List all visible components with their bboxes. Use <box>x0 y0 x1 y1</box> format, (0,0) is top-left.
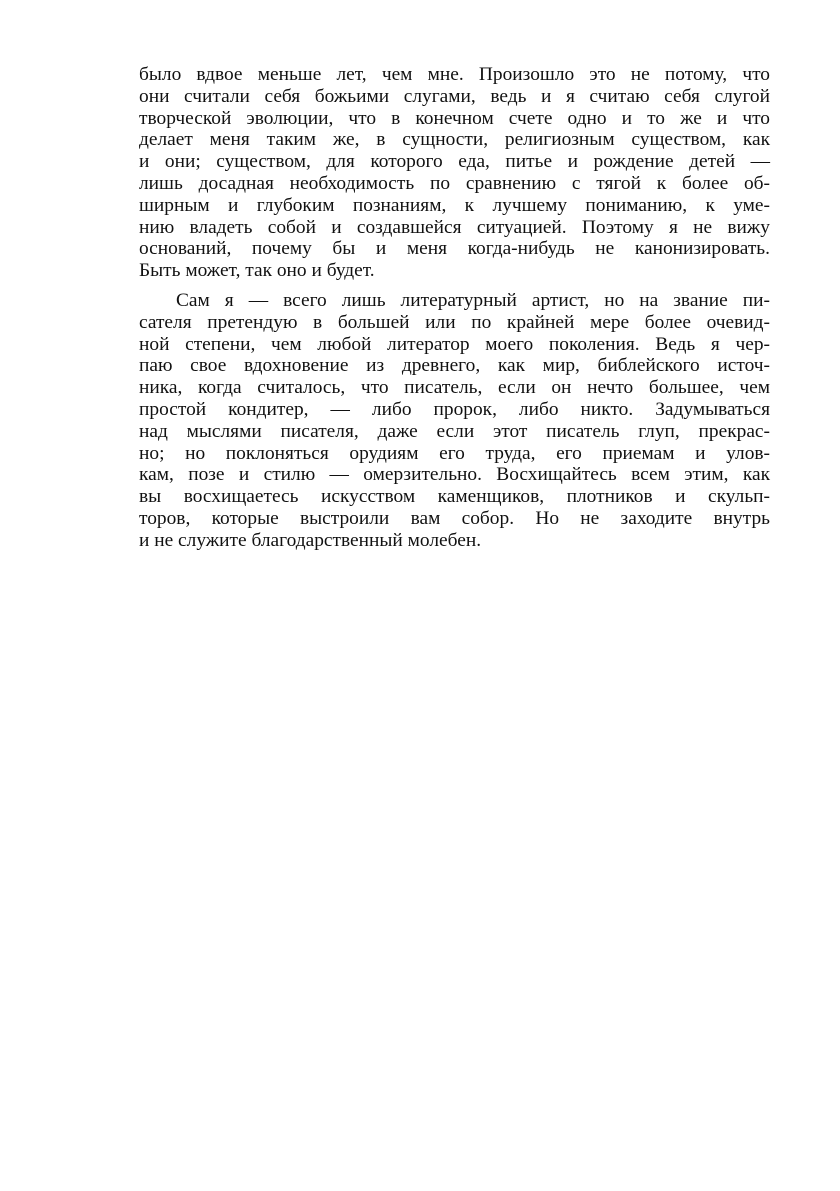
text-line: паю свое вдохновение из древнего, как мир, библейского источ- <box>139 355 770 377</box>
text-line: и они; существом, для которого еда, питье и рождение детей — <box>139 151 770 173</box>
text-line: ника, когда считалось, что писатель, если он нечто большее, чем <box>139 377 770 399</box>
text-line: торов, которые выстроили вам собор. Но не заходите внутрь <box>139 507 770 529</box>
text-line: кам, позе и стилю — омерзительно. Восхищайтесь всем этим, как <box>139 464 770 486</box>
text-line: ной степени, чем любой литератор моего поколения. Ведь я чер- <box>139 333 770 355</box>
text-line: Сам я — всего лишь литературный артист, но на звание пи- <box>176 289 770 311</box>
paragraph-2 <box>139 290 770 552</box>
text-line: творческой эволюции, что в конечном счете одно и то же и что <box>139 107 770 129</box>
body-text <box>139 64 770 552</box>
text-line: и не служите благодарственный молебен. <box>139 529 482 551</box>
text-line: но; но поклоняться орудиям его труда, его приемам и улов- <box>139 442 770 464</box>
paragraph-1 <box>139 64 770 282</box>
text-line: ширным и глубоким познаниям, к лучшему пониманию, к уме- <box>139 194 770 216</box>
text-line: было вдвое меньше лет, чем мне. Произошло это не потому, что <box>139 64 770 85</box>
text-line: сателя претендую в большей или по крайней мере более очевид- <box>139 311 770 333</box>
text-line: вы восхищаетесь искусством каменщиков, плотников и скульп- <box>139 486 770 508</box>
text-line: простой кондитер, — либо пророк, либо никто. Задумываться <box>139 398 770 420</box>
text-line: делает меня таким же, в сущности, религиозным существом, как <box>139 129 770 151</box>
text-line: нию владеть собой и создавшейся ситуацией. Поэтому я не вижу <box>139 216 770 238</box>
text-line: Быть может, так оно и будет. <box>139 260 375 282</box>
text-line: лишь досадная необходимость по сравнению с тягой к более об- <box>139 172 770 194</box>
text-line: они считали себя божьими слугами, ведь и я считаю себя слугой <box>139 85 770 107</box>
text-line: оснований, почему бы и меня когда-нибудь не канонизировать. <box>139 238 770 260</box>
text-line: над мыслями писателя, даже если этот писатель глуп, прекрас- <box>139 420 770 442</box>
